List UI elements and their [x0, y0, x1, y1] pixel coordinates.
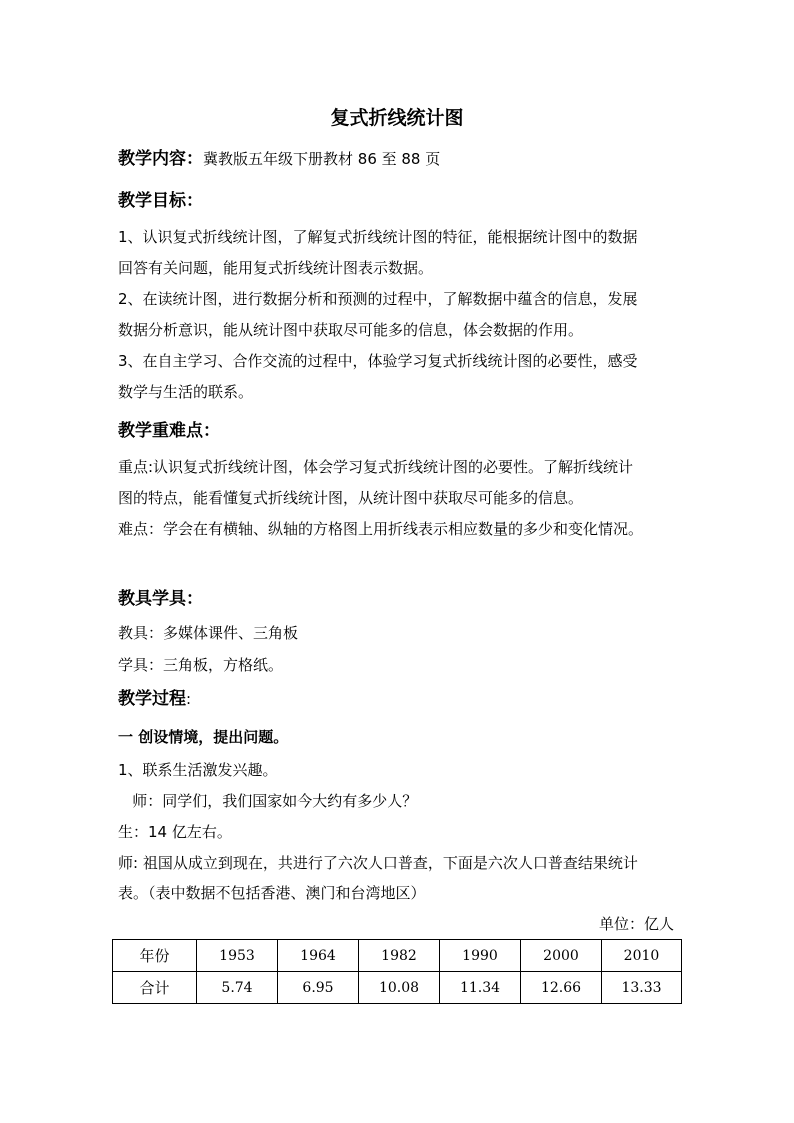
- table-cell-year: 2000: [521, 940, 602, 972]
- key-points-heading: 教学重难点：: [118, 421, 220, 441]
- objective-line: 数学与生活的联系。: [118, 383, 254, 401]
- table-row-totals: [113, 972, 682, 1004]
- process-section-1: 一 创设情境，提出问题。: [118, 728, 289, 746]
- table-cell-total: 5.74: [197, 972, 278, 1004]
- table-cell-year: 1964: [278, 940, 359, 972]
- process-line: 生：14 亿左右。: [118, 823, 232, 841]
- teaching-content: [118, 148, 440, 170]
- teaching-content-label: 教学内容：: [118, 149, 203, 169]
- table-cell-total: 11.34: [440, 972, 521, 1004]
- table-cell-total: 12.66: [521, 972, 602, 1004]
- objectives-heading: 教学目标：: [118, 191, 203, 211]
- process-line: 表。（表中数据不包括香港、澳门和台湾地区）: [118, 884, 426, 902]
- process-heading-text: 教学过程: [118, 689, 186, 709]
- table-cell-total-label: 合计: [113, 972, 197, 1004]
- table-cell-year-label: 年份: [113, 940, 197, 972]
- objective-line: 1、认识复式折线统计图，了解复式折线统计图的特征，能根据统计图中的数据: [118, 228, 638, 246]
- tools-heading: 教具学具：: [118, 589, 203, 609]
- process-line: 师：同学们，我们国家如今大约有多少人？: [118, 792, 418, 810]
- objective-line: 2、在读统计图，进行数据分析和预测的过程中，了解数据中蕴含的信息，发展: [118, 290, 638, 308]
- table-cell-total: 10.08: [359, 972, 440, 1004]
- table-unit-label: 单位：亿人: [598, 915, 674, 933]
- table-cell-total: 6.95: [278, 972, 359, 1004]
- objective-line: 3、在自主学习、合作交流的过程中，体验学习复式折线统计图的必要性，感受: [118, 352, 638, 370]
- process-line: 1、联系生活激发兴趣。: [118, 761, 278, 779]
- process-heading: [118, 688, 191, 710]
- process-heading-suffix: :: [186, 690, 192, 708]
- key-point-line: 图的特点，能看懂复式折线统计图，从统计图中获取尽可能多的信息。: [118, 489, 584, 507]
- table-cell-year: 1982: [359, 940, 440, 972]
- key-point-line: 难点：学会在有横轴、纵轴的方格图上用折线表示相应数量的多少和变化情况。: [118, 520, 644, 538]
- objective-line: 数据分析意识，能从统计图中获取尽可能多的信息，体会数据的作用。: [118, 321, 584, 339]
- document-title: 复式折线统计图: [330, 107, 464, 129]
- process-line: 师: 祖国从成立到现在，共进行了六次人口普查，下面是六次人口普查结果统计: [118, 854, 638, 872]
- table-cell-year: 2010: [602, 940, 682, 972]
- census-table: [112, 939, 682, 1004]
- table-cell-year: 1990: [440, 940, 521, 972]
- table-row-years: [113, 940, 682, 972]
- table-cell-year: 1953: [197, 940, 278, 972]
- tool-line: 学具：三角板，方格纸。: [118, 656, 284, 674]
- objective-line: 回答有关问题，能用复式折线统计图表示数据。: [118, 259, 434, 277]
- teaching-content-text: 冀教版五年级下册教材 86 至 88 页: [203, 150, 441, 168]
- tool-line: 教具：多媒体课件、三角板: [118, 624, 299, 642]
- key-point-line: 重点:认识复式折线统计图，体会学习复式折线统计图的必要性。了解折线统计: [118, 458, 634, 476]
- table-cell-total: 13.33: [602, 972, 682, 1004]
